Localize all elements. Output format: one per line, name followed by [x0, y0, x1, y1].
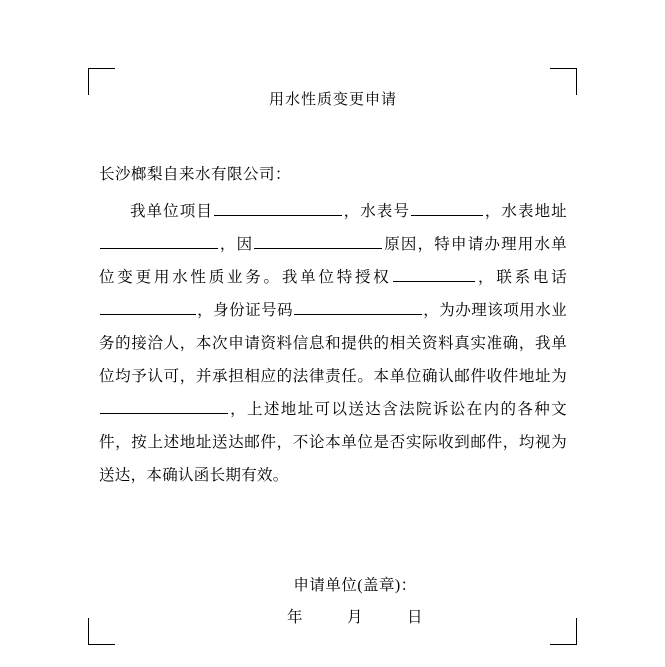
- meter-number-blank[interactable]: [411, 199, 483, 216]
- body-segment-phone-label: ，联系电话: [475, 269, 567, 286]
- page-title: 用水性质变更申请: [268, 92, 397, 108]
- contact-phone-blank[interactable]: [100, 298, 196, 315]
- applicant-stamp-line: 申请单位(盖章)：: [293, 577, 417, 594]
- meter-address-blank[interactable]: [100, 232, 218, 249]
- document-content: [99, 78, 567, 492]
- body-segment-meter-label: ，水表号: [342, 203, 411, 220]
- date-month-label: 月: [346, 609, 363, 626]
- date-line: [99, 602, 567, 634]
- date-day-label: 日: [407, 609, 424, 626]
- body-segment-declaration: ，为办理该项用水业务的接洽人，本次申请资料信息和提供的相关资料真实准确，我单位均予认可，并承担相应的法律责任。本单位确认邮件收件地址为: [99, 302, 567, 385]
- body-segment-reason-label: ，因: [219, 236, 254, 253]
- mail-address-blank[interactable]: [100, 397, 228, 414]
- id-number-blank[interactable]: [294, 298, 422, 315]
- body-segment-closing: ，上述地址可以送达含法院诉讼在内的各种文件，按上述地址送达邮件，不论本单位是否实际收到邮件，均视为送达，本确认函长期有效。: [99, 401, 567, 484]
- body-segment-authorize-label: 原因，特申请办理用水单位变更用水性质业务。我单位特授权: [99, 236, 567, 286]
- body-segment-project-label: 我单位项目: [130, 203, 213, 220]
- body-segment-id-label: ，身份证号码: [197, 302, 294, 319]
- salutation-line: 长沙榔梨自来水有限公司：: [99, 166, 292, 183]
- authorized-person-blank[interactable]: [393, 265, 475, 282]
- signature-block: [99, 570, 567, 634]
- date-year-label: 年: [286, 609, 303, 626]
- body-segment-address-label: ，水表地址: [484, 203, 567, 220]
- project-name-blank[interactable]: [214, 199, 342, 216]
- reason-blank[interactable]: [254, 232, 382, 249]
- application-body: [99, 195, 567, 492]
